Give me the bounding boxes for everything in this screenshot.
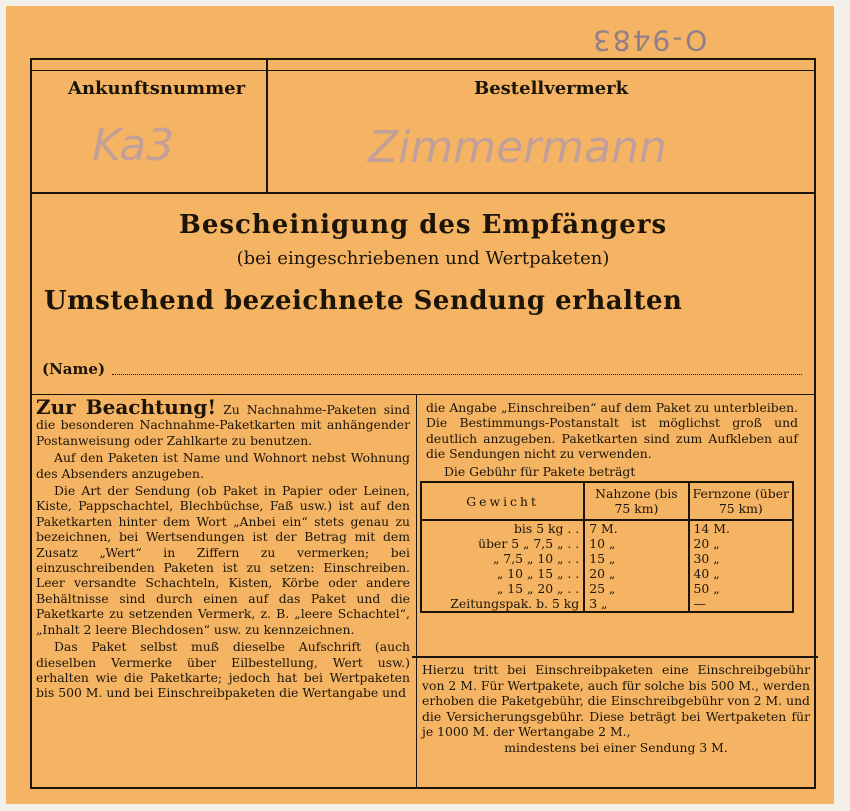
handwritten-name: Zimmermann — [368, 122, 667, 173]
handwritten-arrival: Ka3 — [92, 120, 175, 171]
note-cod-parcels: Zu Nachnahme-Paketen sind die besonderen Nachnahme-Paketkarten mit anhängender Postanweisung oder Zahlkarte zu benutzen. — [36, 402, 410, 448]
note-registered-marking: die Angabe „Einschreiben“ auf dem Paket zu unterbleiben. Die Bestimmungs-Postanstalt ist möglichst groß und deutlich anzugeben. Paketkarten sind zum Aufkleben auf die Sendungen nicht zu verwenden. — [426, 400, 798, 462]
parcel-card — [6, 6, 834, 804]
order-note-label: Bestellvermerk — [474, 78, 629, 99]
table-row: bis 5 kg . . 7 M. 14 M. — [421, 520, 793, 536]
fee-intro: Die Gebühr für Pakete beträgt — [444, 463, 636, 479]
form-frame — [30, 58, 816, 789]
notes-left-column — [36, 395, 410, 703]
table-row: Zeitungspak. b. 5 kg 3 „ — — [421, 596, 793, 612]
footnote-text: Hierzu tritt bei Einschreibpaketen eine Einschreibgebühr von 2 M. Für Wertpakete, auch für solche bis 500 M., werden erhoben die Paketgebühr, die Einschreibgebühr von 2 M. und die Versicherungsgebühr. Diese beträgt bei Wertpaketen für je 1000 M. der Wertangabe 2 M., — [422, 662, 810, 740]
fee-header-weight: Gewicht — [421, 482, 584, 520]
table-row: „ 10 „ 15 „ . . 20 „ 40 „ — [421, 566, 793, 581]
footnote-minimum: mindestens bei einer Sendung 3 M. — [504, 739, 728, 755]
certificate-subtitle: (bei eingeschriebenen und Wertpaketen) — [236, 248, 610, 269]
note-parcel-label: Das Paket selbst muß dieselbe Aufschrift (auch dieselben Vermerke über Eilbestellung, Wert usw.) erhalten wie die Paketkarte; jedoch hat bei Wertpaketen bis 500 M. und bei Einschreibpaketen die Wertangabe und — [36, 639, 410, 701]
fee-header-far: Fernzone (über 75 km) — [689, 482, 793, 520]
name-signature-line[interactable] — [112, 374, 802, 375]
attention-heading: Zur Beachtung! — [36, 395, 217, 419]
certificate-title: Bescheinigung des Empfängers — [178, 210, 668, 240]
table-row: „ 15 „ 20 „ . . 25 „ 50 „ — [421, 581, 793, 596]
fee-header-near: Nahzone (bis 75 km) — [584, 482, 688, 520]
table-row: „ 7,5 „ 10 „ . . 15 „ 30 „ — [421, 551, 793, 566]
note-shipment-type: Die Art der Sendung (ob Paket in Papier oder Leinen, Kiste, Pappschachtel, Blechbüchse, Faß usw.) ist auf den Paketkarten hinter dem Wort „Anbei ein“ stets genau zu bezeichnen, bei Wertsendungen ist der Betrag mit dem Zusatz „Wert“ in Ziffern zu vermerken; bei einzuschreibenden Paketen ist zu setzen: Einschreiben. Leer versandte Schachteln, Kisten, Körbe oder andere Behältnisse sind durch einen auf das Paket und die Paketkarte zu setzenden Vermerk, z. B. „leere Schachtel“, „Inhalt 2 leere Blechdosen“ usw. zu kennzeichnen. — [36, 483, 410, 637]
arrival-number-box — [32, 60, 268, 194]
table-row: über 5 „ 7,5 „ . . 10 „ 20 „ — [421, 536, 793, 551]
fee-table — [420, 481, 794, 613]
notes-right-column — [426, 400, 798, 613]
order-note-box — [268, 60, 816, 194]
receipt-statement: Umstehend bezeichnete Sendung erhalten — [44, 286, 683, 316]
name-label: (Name) — [42, 360, 106, 378]
note-sender-address: Auf den Paketen ist Name und Wohnort nebst Wohnung des Absenders anzugeben. — [36, 450, 410, 481]
handwritten-reference: O-9483 — [591, 24, 708, 57]
arrival-number-label: Ankunftsnummer — [68, 78, 246, 99]
fee-footnote — [412, 656, 818, 756]
